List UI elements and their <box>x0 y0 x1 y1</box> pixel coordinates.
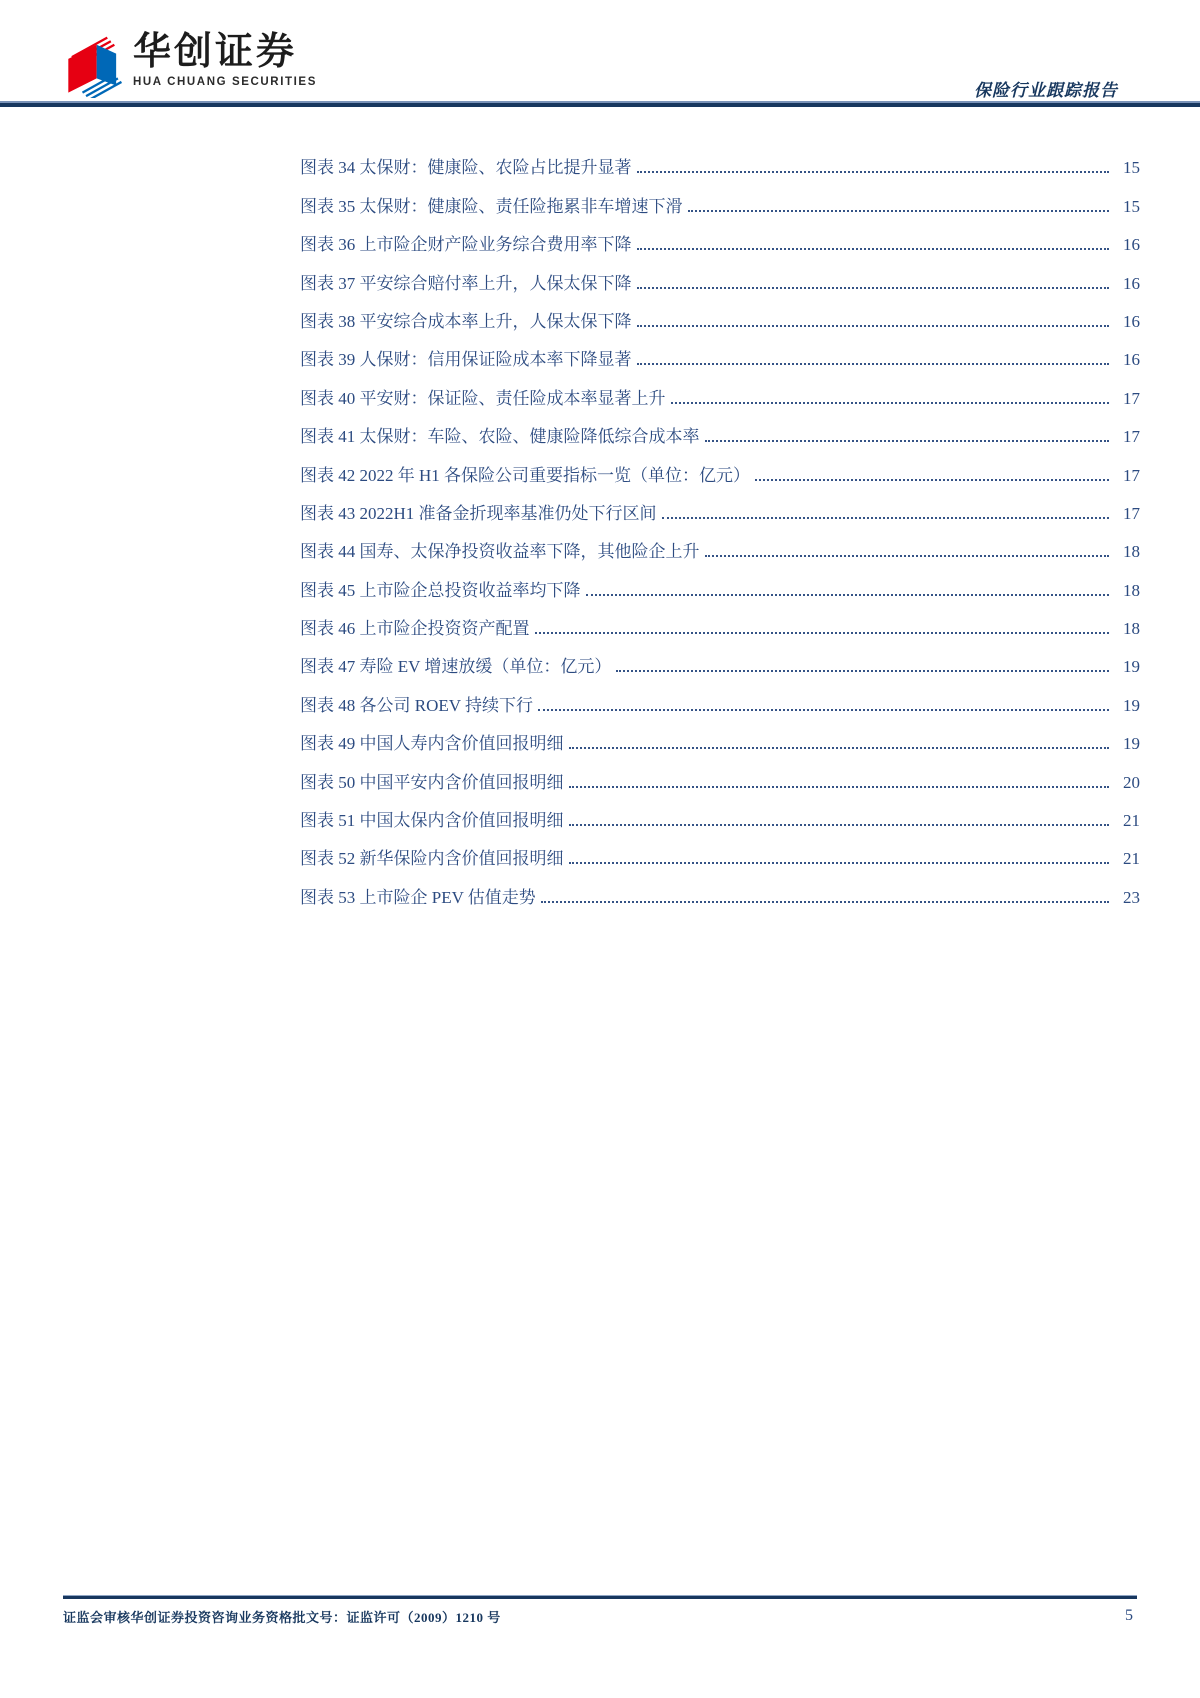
toc-entry[interactable] <box>300 300 1140 338</box>
toc-entry-page: 17 <box>1123 465 1140 485</box>
toc-entry-page: 15 <box>1123 158 1140 178</box>
toc-entry[interactable] <box>300 146 1140 184</box>
toc-entry-label: 图表 52 新华保险内含价值回报明细 <box>300 849 564 869</box>
header-divider <box>0 101 1200 107</box>
toc-entry[interactable] <box>300 722 1140 760</box>
company-logo <box>63 30 317 98</box>
toc-dot-leader <box>541 901 1109 903</box>
toc-entry-page: 19 <box>1123 657 1140 677</box>
toc-entry-page: 23 <box>1123 887 1140 907</box>
toc-entry-label: 图表 35 太保财：健康险、责任险拖累非车增速下滑 <box>300 196 683 216</box>
toc-entry-label: 图表 44 国寿、太保净投资收益率下降，其他险企上升 <box>300 542 700 562</box>
toc-dot-leader <box>535 632 1110 634</box>
toc-entry[interactable] <box>300 376 1140 414</box>
toc-entry[interactable] <box>300 645 1140 683</box>
toc-dot-leader <box>569 824 1110 826</box>
toc-entry[interactable] <box>300 184 1140 222</box>
footer-license-text: 证监会审核华创证券投资咨询业务资格批文号：证监许可（2009）1210 号 <box>63 1610 501 1625</box>
toc-entry-page: 18 <box>1123 619 1140 639</box>
toc-dot-leader <box>586 594 1110 596</box>
toc-entry-page: 17 <box>1123 503 1140 523</box>
page-footer <box>63 1595 1137 1626</box>
toc-entry[interactable] <box>300 415 1140 453</box>
toc-entry-page: 16 <box>1123 273 1140 293</box>
toc-entry-page: 19 <box>1123 695 1140 715</box>
toc-entry[interactable] <box>300 799 1140 837</box>
toc-entry-page: 16 <box>1123 350 1140 370</box>
toc-entry[interactable] <box>300 261 1140 299</box>
toc-entry-label: 图表 37 平安综合赔付率上升，人保太保下降 <box>300 273 632 293</box>
toc-entry-label: 图表 51 中国太保内含价值回报明细 <box>300 811 564 831</box>
toc-entry-label: 图表 49 中国人寿内含价值回报明细 <box>300 734 564 754</box>
report-type-label: 保险行业跟踪报告 <box>974 81 1118 100</box>
toc-entry-page: 19 <box>1123 734 1140 754</box>
toc-entry-label: 图表 46 上市险企投资资产配置 <box>300 619 530 639</box>
toc-dot-leader <box>671 402 1110 404</box>
toc-dot-leader <box>637 325 1110 327</box>
toc-entry-label: 图表 43 2022H1 准备金折现率基准仍处下行区间 <box>300 503 657 523</box>
toc-entry-page: 21 <box>1123 849 1140 869</box>
toc-entry[interactable] <box>300 338 1140 376</box>
toc-entry-label: 图表 40 平安财：保证险、责任险成本率显著上升 <box>300 388 666 408</box>
toc-entry-page: 18 <box>1123 542 1140 562</box>
toc-dot-leader <box>637 248 1110 250</box>
toc-entry-label: 图表 38 平安综合成本率上升，人保太保下降 <box>300 311 632 331</box>
toc-entry[interactable] <box>300 875 1140 913</box>
toc-dot-leader <box>538 709 1109 711</box>
toc-dot-leader <box>688 210 1110 212</box>
toc-entry-page: 17 <box>1123 388 1140 408</box>
toc-dot-leader <box>755 479 1109 481</box>
toc-entry[interactable] <box>300 760 1140 798</box>
toc-entry-label: 图表 45 上市险企总投资收益率均下降 <box>300 580 581 600</box>
toc-entry-label: 图表 36 上市险企财产险业务综合费用率下降 <box>300 235 632 255</box>
toc-entry[interactable] <box>300 683 1140 721</box>
toc-dot-leader <box>616 670 1109 672</box>
logo-company-name-en: HUA CHUANG SECURITIES <box>133 76 317 88</box>
toc-entry[interactable] <box>300 607 1140 645</box>
toc-entry[interactable] <box>300 223 1140 261</box>
toc-entry[interactable] <box>300 453 1140 491</box>
footer-divider <box>63 1595 1137 1599</box>
toc-entry-page: 16 <box>1123 311 1140 331</box>
toc-entry[interactable] <box>300 837 1140 875</box>
logo-cube-icon <box>63 34 125 98</box>
toc-dot-leader <box>569 786 1110 788</box>
toc-entry-page: 15 <box>1123 196 1140 216</box>
logo-company-name: 华创证券 <box>133 31 298 73</box>
toc-entry-page: 16 <box>1123 235 1140 255</box>
toc-dot-leader <box>569 747 1110 749</box>
toc-entry-label: 图表 48 各公司 ROEV 持续下行 <box>300 695 533 715</box>
toc-dot-leader <box>569 862 1110 864</box>
toc-entry-label: 图表 39 人保财：信用保证险成本率下降显著 <box>300 350 632 370</box>
toc-dot-leader <box>637 287 1110 289</box>
toc-entry-label: 图表 47 寿险 EV 增速放缓（单位：亿元） <box>300 657 612 677</box>
toc-entry-page: 20 <box>1123 772 1140 792</box>
toc-entry-label: 图表 42 2022 年 H1 各保险公司重要指标一览（单位：亿元） <box>300 465 751 485</box>
footer-page-number: 5 <box>1125 1607 1133 1624</box>
toc-dot-leader <box>705 440 1110 442</box>
toc-entry-page: 21 <box>1123 811 1140 831</box>
toc-entry-page: 18 <box>1123 580 1140 600</box>
toc-dot-leader <box>637 171 1110 173</box>
toc-dot-leader <box>705 555 1110 557</box>
toc-entry-label: 图表 50 中国平安内含价值回报明细 <box>300 772 564 792</box>
toc-dot-leader <box>662 517 1109 519</box>
toc-entry-label: 图表 41 太保财：车险、农险、健康险降低综合成本率 <box>300 427 700 447</box>
toc-entry[interactable] <box>300 492 1140 530</box>
toc-entry-page: 17 <box>1123 427 1140 447</box>
toc-list <box>300 146 1140 914</box>
toc-entry[interactable] <box>300 530 1140 568</box>
toc-entry-label: 图表 53 上市险企 PEV 估值走势 <box>300 887 536 907</box>
toc-entry[interactable] <box>300 568 1140 606</box>
toc-entry-label: 图表 34 太保财：健康险、农险占比提升显著 <box>300 158 632 178</box>
toc-dot-leader <box>637 363 1110 365</box>
